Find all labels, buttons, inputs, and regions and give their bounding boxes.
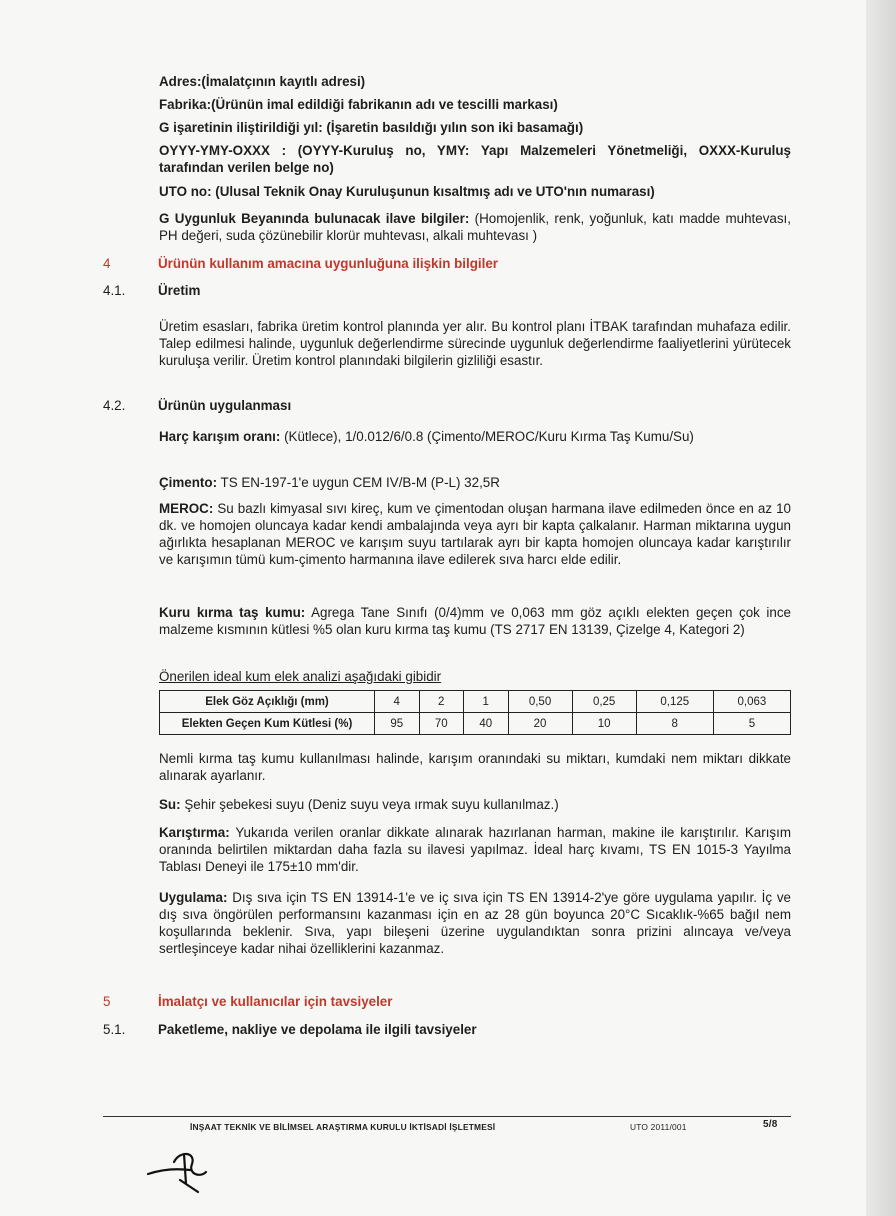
sieve-analysis-table bbox=[159, 690, 791, 735]
section-4-1-body: Üretim esasları, fabrika üretim kontrol planında yer alır. Bu kontrol planı İTBAK tarafından muhafaza edilir. Talep edilmesi halinde, uygunluk değerlendirme sürecinde uygunluk değerlendirme faaliyetlerini yürütecek kuruluşa verilir. Üretim kontrol planındaki bilgilerin gizliliği esastır. bbox=[159, 319, 791, 368]
uygulama-label: Uygulama: bbox=[159, 890, 228, 905]
uto-line bbox=[159, 183, 799, 200]
section-4-2-number: 4.2. bbox=[103, 398, 126, 413]
kuru-text: Agrega Tane Sınıfı (0/4)mm ve 0,063 mm göz açıklı elekten geçen çok ince malzeme kısmının kütlesi %5 olan kuru kırma taş kumu (TS 2717 EN 13139, Çizelge 4, Kategori 2) bbox=[159, 605, 791, 637]
section-4-title: Ürünün kullanım amacına uygunluğuna ilişkin bilgiler bbox=[158, 256, 499, 271]
table-row bbox=[160, 713, 791, 735]
meroc-text: Su bazlı kimyasal sıvı kireç, kum ve çimentodan oluşan harmana ilave edilmeden önce en az 10 dk. ve homojen oluncaya kadar kendi ambalajında veya ayrı bir kapta çalkalanır. Harman miktarına uygun ağırlıkta hesaplanan MEROC ve karışım suyu tartılarak ayrı bir kapta homojen oluncaya kadar karıştırılır ve karışımın tümü kum-çimento harmanına ilave edilerek sıva harcı elde edilir. bbox=[159, 501, 791, 567]
table-cell: 2 bbox=[419, 691, 464, 713]
footer-page-number: 5/8 bbox=[763, 1119, 778, 1130]
signature-mark bbox=[140, 1140, 220, 1200]
fabrika-line bbox=[159, 96, 799, 113]
table-row bbox=[160, 691, 791, 713]
su-label: Su: bbox=[159, 797, 181, 812]
table-cell: 0,50 bbox=[508, 691, 572, 713]
footer-divider bbox=[103, 1116, 791, 1117]
table-cell: 95 bbox=[375, 713, 420, 735]
oyyy-line bbox=[159, 142, 791, 176]
fabrika-label: Fabrika: bbox=[159, 97, 212, 112]
kuru-label: Kuru kırma taş kumu: bbox=[159, 605, 306, 620]
g-uygunluk-label: G Uygunluk Beyanında bulunacak ilave bilgiler: bbox=[159, 211, 470, 226]
footer-organization: İNŞAAT TEKNİK VE BİLİMSEL ARAŞTIRMA KURULU İKTİSADİ İŞLETMESİ bbox=[190, 1122, 496, 1132]
harc-label: Harç karışım oranı: bbox=[159, 429, 281, 444]
cimento-text: TS EN-197-1'e uygun CEM IV/B-M (P-L) 32,5R bbox=[220, 475, 500, 490]
oyyy-text: : (OYYY-Kuruluş no, YMY: Yapı Malzemeleri Yönetmeliği, OXXX-Kuruluş tarafından verilen belge no) bbox=[159, 143, 791, 175]
table-row-label: Elek Göz Açıklığı (mm) bbox=[160, 691, 375, 713]
section-4-1-number: 4.1. bbox=[103, 283, 126, 298]
karistirma-paragraph bbox=[159, 824, 791, 875]
section-5-1-number: 5.1. bbox=[103, 1022, 126, 1037]
g-uygunluk-line bbox=[159, 210, 791, 244]
section-5-title: İmalatçı ve kullanıcılar için tavsiyeler bbox=[158, 994, 393, 1009]
g-uygunluk-text: (Homojenlik, renk, yoğunluk, katı madde muhtevası, PH değeri, suda çözünebilir klorür muhtevası, alkali muhtevası ) bbox=[159, 211, 791, 243]
harc-paragraph bbox=[159, 428, 791, 445]
table-cell: 8 bbox=[636, 713, 713, 735]
kuru-paragraph bbox=[159, 604, 791, 638]
su-text: Şehir şebekesi suyu (Deniz suyu veya ırmak suyu kullanılmaz.) bbox=[184, 797, 559, 812]
uygulama-text: Dış sıva için TS EN 13914-1'e ve iç sıva için TS EN 13914-2'ye göre uygulama yapılır. İç ve dış sıva öngörülen performansını kazanması için en az 28 gün boyunca 20°C Sıcaklık-%65 bağıl nem koşullarında beklenir. Sıva, yapı bileşeni üzerine uygulandıktan sonra prizini alıncaya ve/veya sertleşinceye kadar nihai özelliklerini kazanmaz. bbox=[159, 890, 791, 956]
fabrika-text: (Ürünün imal edildiği fabrikanın adı ve tescilli markası) bbox=[211, 97, 558, 112]
table-cell: 5 bbox=[713, 713, 790, 735]
section-4-2-title: Ürünün uygulanması bbox=[158, 398, 292, 413]
g-isaret-line bbox=[159, 119, 799, 136]
oyyy-label: OYYY-YMY-OXXX bbox=[159, 143, 270, 158]
karistirma-label: Karıştırma: bbox=[159, 825, 230, 840]
adres-text: (İmalatçının kayıtlı adresi) bbox=[201, 74, 366, 89]
su-paragraph bbox=[159, 796, 791, 813]
uygulama-paragraph bbox=[159, 889, 791, 957]
cimento-label: Çimento: bbox=[159, 475, 218, 490]
table-cell: 10 bbox=[572, 713, 636, 735]
table-cell: 0,125 bbox=[636, 691, 713, 713]
cimento-paragraph bbox=[159, 474, 791, 491]
karistirma-text: Yukarıda verilen oranlar dikkate alınarak hazırlanan harman, makine ile karıştırılır. Karışım oranında belirtilen miktardan daha fazla su ilavesi yapılmaz. İdeal harç kıvamı, TS EN 1015-3 Yayılma Tablası Deneyi ile 175±10 mm'dir. bbox=[159, 825, 791, 874]
table-cell: 4 bbox=[375, 691, 420, 713]
adres-line bbox=[159, 73, 799, 90]
table-cell: 70 bbox=[419, 713, 464, 735]
uto-label: UTO no: bbox=[159, 184, 212, 199]
harc-text: (Kütlece), 1/0.012/6/0.8 (Çimento/MEROC/Kuru Kırma Taş Kumu/Su) bbox=[284, 429, 694, 444]
table-cell: 0,063 bbox=[713, 691, 790, 713]
table-row-label: Elekten Geçen Kum Kütlesi (%) bbox=[160, 713, 375, 735]
section-5-number: 5 bbox=[103, 994, 111, 1009]
meroc-paragraph bbox=[159, 500, 791, 568]
table-cell: 0,25 bbox=[572, 691, 636, 713]
g-isaret-text: : (İşaretin basıldığı yılın son iki basamağı) bbox=[318, 120, 584, 135]
footer-document-code: UTO 2011/001 bbox=[630, 1122, 687, 1132]
table-cell: 20 bbox=[508, 713, 572, 735]
table-cell: 40 bbox=[464, 713, 509, 735]
section-4-number: 4 bbox=[103, 256, 111, 271]
meroc-label: MEROC: bbox=[159, 501, 214, 516]
section-5-1-title: Paketleme, nakliye ve depolama ile ilgili tavsiyeler bbox=[158, 1022, 477, 1037]
page-edge-shadow bbox=[866, 0, 896, 1216]
table-cell: 1 bbox=[464, 691, 509, 713]
g-isaret-label: G işaretinin iliştirildiği yıl bbox=[159, 120, 319, 135]
section-4-1-title: Üretim bbox=[158, 283, 201, 298]
adres-label: Adres: bbox=[159, 74, 202, 89]
nemli-paragraph: Nemli kırma taş kumu kullanılması halinde, karışım oranındaki su miktarı, kumdaki nem miktarı dikkate alınarak ayarlanır. bbox=[159, 751, 791, 783]
uto-text: (Ulusal Teknik Onay Kuruluşunun kısaltmış adı ve UTO'nın numarası) bbox=[215, 184, 655, 199]
onerilen-line: Önerilen ideal kum elek analizi aşağıdaki gibidir bbox=[159, 669, 442, 684]
